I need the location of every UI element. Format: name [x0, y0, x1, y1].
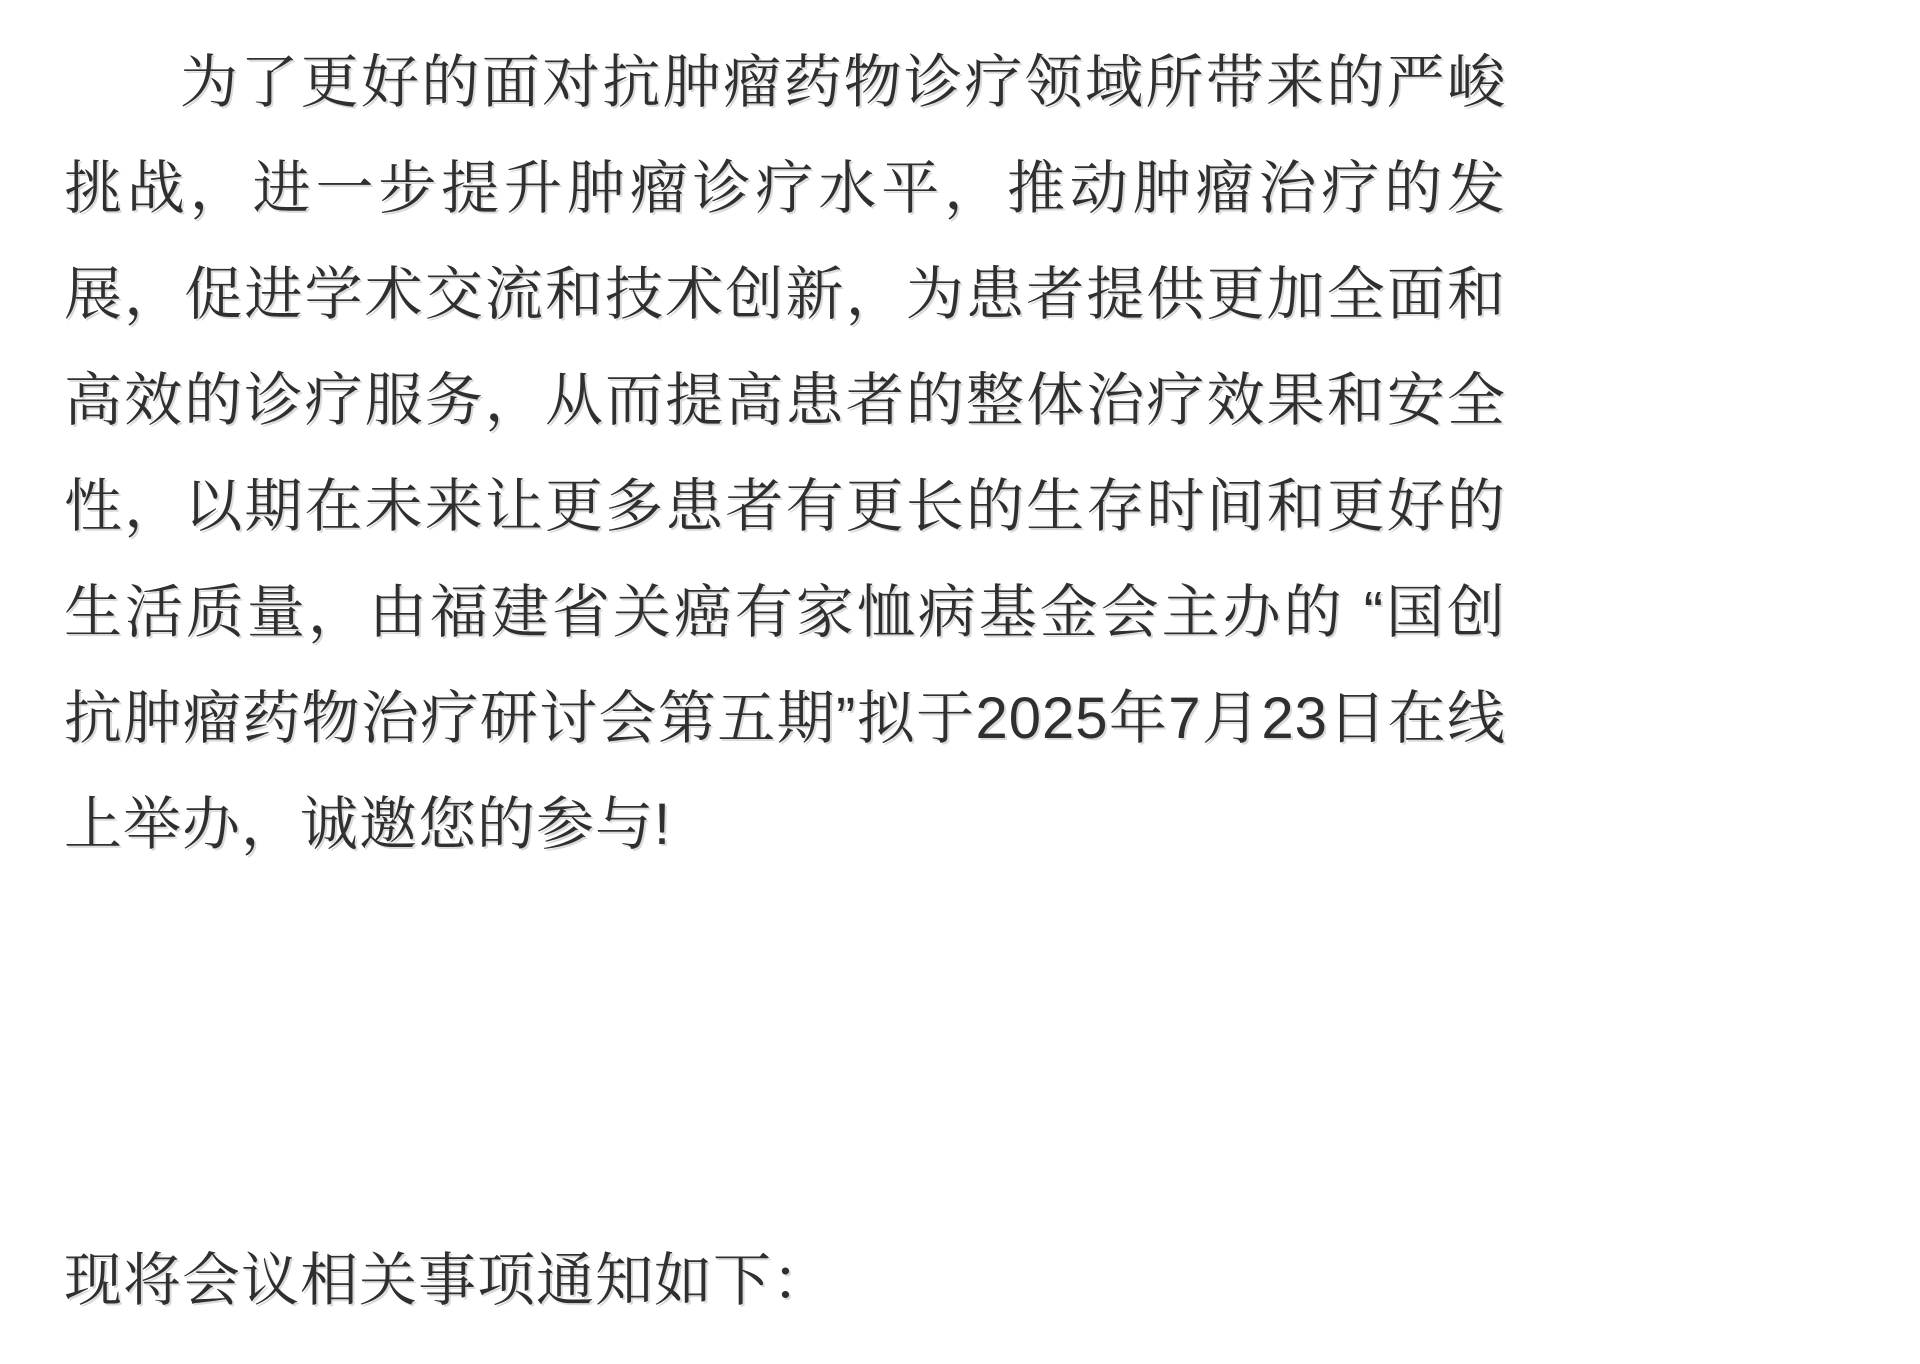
paragraph-event-intro: 为了更好的面对抗肿瘤药物诊疗领域所带来的严峻挑战，进一步提升肿瘤诊疗水平，推动肿瘤治疗的发展，促进学术交流和技术创新，为患者提供更加全面和高效的诊疗服务，从而提高患者的整体治疗效果和安全性，以期在未来让更多患者有更长的生存时间和更好的生活质量，由福建省关癌有家恤病基金会主办的 “国创抗肿瘤药物治疗研讨会第五期”拟于2025年7月23日在线上举办，诚邀您的参与! [64, 50, 1506, 857]
document-body [64, 0, 1506, 1334]
paragraph-notice-heading: 现将会议相关事项通知如下： [64, 1248, 832, 1313]
